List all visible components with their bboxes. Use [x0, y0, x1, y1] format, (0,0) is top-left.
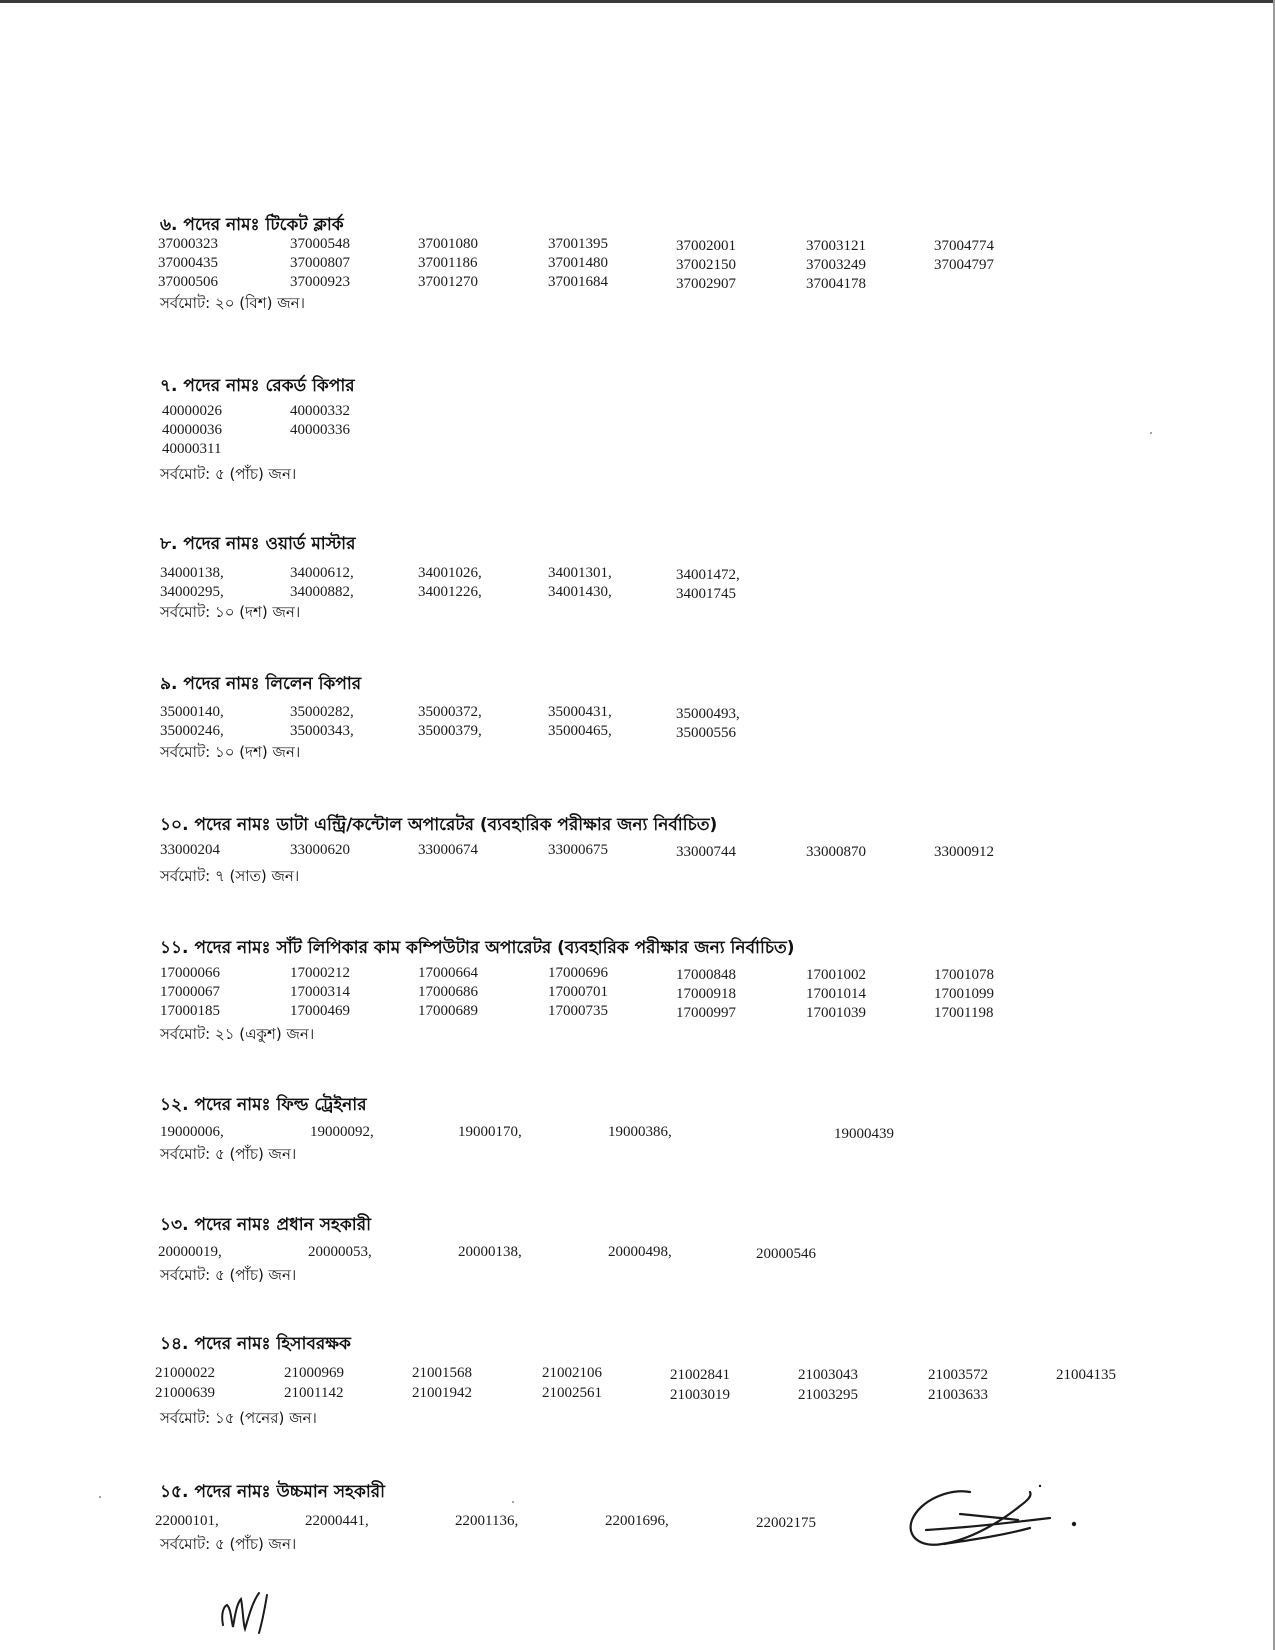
roll-number: 21003295	[798, 1387, 858, 1403]
scan-speck	[512, 1501, 514, 1503]
roll-number: 22000441,	[305, 1513, 369, 1529]
roll-number: 21002841	[670, 1367, 730, 1383]
roll-number: 21004135	[1056, 1367, 1116, 1383]
roll-number: 37000435	[158, 255, 218, 271]
roll-number: 17000469	[290, 1003, 350, 1019]
section-title: ১৪. পদের নামঃ হিসাবরক্ষক	[160, 1334, 351, 1354]
roll-number: 17000696	[548, 965, 608, 981]
roll-number: 17000701	[548, 984, 608, 1000]
roll-number: 22002175	[756, 1515, 816, 1531]
roll-number: 35000431,	[548, 704, 612, 720]
roll-number: 21001568	[412, 1365, 472, 1381]
roll-number: 40000336	[290, 422, 350, 438]
roll-number: 21001142	[284, 1385, 344, 1401]
roll-number: 33000870	[806, 844, 866, 860]
roll-number: 33000675	[548, 842, 608, 858]
roll-number: 17000185	[160, 1003, 220, 1019]
roll-number: 17000735	[548, 1003, 608, 1019]
section-total: সর্বমোট: ৫ (পাঁচ) জন।	[160, 1145, 297, 1163]
roll-number: 35000140,	[160, 704, 224, 720]
roll-number: 37000323	[158, 236, 218, 252]
roll-number: 21003633	[928, 1387, 988, 1403]
roll-number: 37004178	[806, 276, 866, 292]
roll-number: 34000295,	[160, 584, 224, 600]
roll-number: 21000639	[155, 1385, 215, 1401]
roll-number: 35000465,	[548, 723, 612, 739]
roll-number: 37000807	[290, 255, 350, 271]
section-total: সর্বমোট: ১০ (দশ) জন।	[160, 743, 301, 761]
roll-number: 22001136,	[455, 1513, 519, 1529]
roll-number: 34000612,	[290, 565, 354, 581]
roll-number: 20000138,	[458, 1244, 522, 1260]
roll-number: 40000311	[162, 441, 222, 457]
roll-number: 40000332	[290, 403, 350, 419]
roll-number: 17000848	[676, 967, 736, 983]
roll-number: 17001014	[806, 986, 866, 1002]
roll-number: 19000092,	[310, 1124, 374, 1140]
roll-number: 35000493,	[676, 706, 740, 722]
roll-number: 35000372,	[418, 704, 482, 720]
roll-number: 37002001	[676, 238, 736, 254]
roll-number: 37003249	[806, 257, 866, 273]
roll-number: 34001745	[676, 586, 736, 602]
roll-number: 21000022	[155, 1365, 215, 1381]
roll-number: 34000138,	[160, 565, 224, 581]
roll-number: 17000066	[160, 965, 220, 981]
roll-number: 35000343,	[290, 723, 354, 739]
section-total: সর্বমোট: ৫ (পাঁচ) জন।	[160, 465, 297, 483]
roll-number: 21000969	[284, 1365, 344, 1381]
roll-number: 19000386,	[608, 1124, 672, 1140]
section-total: সর্বমোট: ৫ (পাঁচ) জন।	[160, 1266, 297, 1284]
roll-number: 33000204	[160, 842, 220, 858]
roll-number: 33000744	[676, 844, 736, 860]
roll-number: 17000664	[418, 965, 478, 981]
section-total: সর্বমোট: ১০ (দশ) জন।	[160, 603, 301, 621]
roll-number: 20000053,	[308, 1244, 372, 1260]
roll-number: 21002561	[542, 1385, 602, 1401]
section-title: ৭. পদের নামঃ রেকর্ড কিপার	[160, 376, 355, 396]
roll-number: 21001942	[412, 1385, 472, 1401]
roll-number: 37000506	[158, 274, 218, 290]
roll-number: 37004774	[934, 238, 994, 254]
roll-number: 37001080	[418, 236, 478, 252]
roll-number: 22000101,	[155, 1513, 219, 1529]
section-total: সর্বমোট: ২১ (একুশ) জন।	[160, 1025, 315, 1043]
roll-number: 19000170,	[458, 1124, 522, 1140]
roll-number: 37001270	[418, 274, 478, 290]
section-total: সর্বমোট: ৫ (পাঁচ) জন।	[160, 1535, 297, 1553]
roll-number: 37000923	[290, 274, 350, 290]
section-title: ৯. পদের নামঃ লিলেন কিপার	[160, 674, 362, 694]
roll-number: 33000912	[934, 844, 994, 860]
roll-number: 20000498,	[608, 1244, 672, 1260]
roll-number: 17000314	[290, 984, 350, 1000]
roll-number: 20000019,	[158, 1244, 222, 1260]
section-title: ১৫. পদের নামঃ উচ্চমান সহকারী	[160, 1482, 386, 1502]
roll-number: 33000620	[290, 842, 350, 858]
roll-number: 37001480	[548, 255, 608, 271]
roll-number: 37001395	[548, 236, 608, 252]
roll-number: 35000379,	[418, 723, 482, 739]
section-title: ৮. পদের নামঃ ওয়ার্ড মাস্টার	[160, 534, 356, 554]
roll-number: 21003572	[928, 1367, 988, 1383]
section-title: ১০. পদের নামঃ ডাটা এন্ট্রি/কন্টোল অপারেটর (ব্যবহারিক পরীক্ষার জন্য নির্বাচিত)	[160, 815, 718, 835]
section-total: সর্বমোট: ৭ (সাত) জন।	[160, 867, 300, 885]
roll-number: 37002150	[676, 257, 736, 273]
roll-number: 17001099	[934, 986, 994, 1002]
roll-number: 35000556	[676, 725, 736, 741]
roll-number: 37001186	[418, 255, 478, 271]
roll-number: 34000882,	[290, 584, 354, 600]
section-total: সর্বমোট: ১৫ (পনের) জন।	[160, 1409, 317, 1427]
roll-number: 37000548	[290, 236, 350, 252]
roll-number: 17000067	[160, 984, 220, 1000]
section-title: ১৩. পদের নামঃ প্রধান সহকারী	[160, 1215, 371, 1235]
roll-number: 34001430,	[548, 584, 612, 600]
signature-right	[900, 1470, 1090, 1570]
roll-number: 34001026,	[418, 565, 482, 581]
section-title: ১১. পদের নামঃ সাঁট লিপিকার কাম কম্পিউটার অপারেটর (ব্যবহারিক পরীক্ষার জন্য নির্বাচিত)	[160, 938, 795, 958]
roll-number: 19000439	[834, 1126, 894, 1142]
roll-number: 20000546	[756, 1246, 816, 1262]
roll-number: 21002106	[542, 1365, 602, 1381]
roll-number: 21003019	[670, 1387, 730, 1403]
roll-number: 17001002	[806, 967, 866, 983]
roll-number: 17001078	[934, 967, 994, 983]
roll-number: 40000036	[162, 422, 222, 438]
roll-number: 17001039	[806, 1005, 866, 1021]
roll-number: 34001226,	[418, 584, 482, 600]
roll-number: 37002907	[676, 276, 736, 292]
roll-number: 35000246,	[160, 723, 224, 739]
roll-number: 17000686	[418, 984, 478, 1000]
section-total: সর্বমোট: ২০ (বিশ) জন।	[160, 294, 305, 312]
roll-number: 17000997	[676, 1005, 736, 1021]
roll-number: 37001684	[548, 274, 608, 290]
roll-number: 34001301,	[548, 565, 612, 581]
roll-number: 17000918	[676, 986, 736, 1002]
section-title: ৬. পদের নামঃ টিকেট ক্লার্ক	[160, 215, 344, 235]
roll-number: 40000026	[162, 403, 222, 419]
roll-number: 34001472,	[676, 567, 740, 583]
scan-top-edge	[0, 0, 1275, 3]
roll-number: 35000282,	[290, 704, 354, 720]
roll-number: 33000674	[418, 842, 478, 858]
initials-bottom-left	[215, 1575, 295, 1645]
roll-number: 37003121	[806, 238, 866, 254]
roll-number: 21003043	[798, 1367, 858, 1383]
roll-number: 19000006,	[160, 1124, 224, 1140]
roll-number: 17000212	[290, 965, 350, 981]
roll-number: 22001696,	[605, 1513, 669, 1529]
roll-number: 17000689	[418, 1003, 478, 1019]
roll-number: 17001198	[934, 1005, 994, 1021]
scan-speck	[1150, 432, 1152, 434]
section-title: ১২. পদের নামঃ ফিল্ড ট্রেইনার	[160, 1095, 367, 1115]
roll-number: 37004797	[934, 257, 994, 273]
scan-speck	[99, 1496, 101, 1498]
